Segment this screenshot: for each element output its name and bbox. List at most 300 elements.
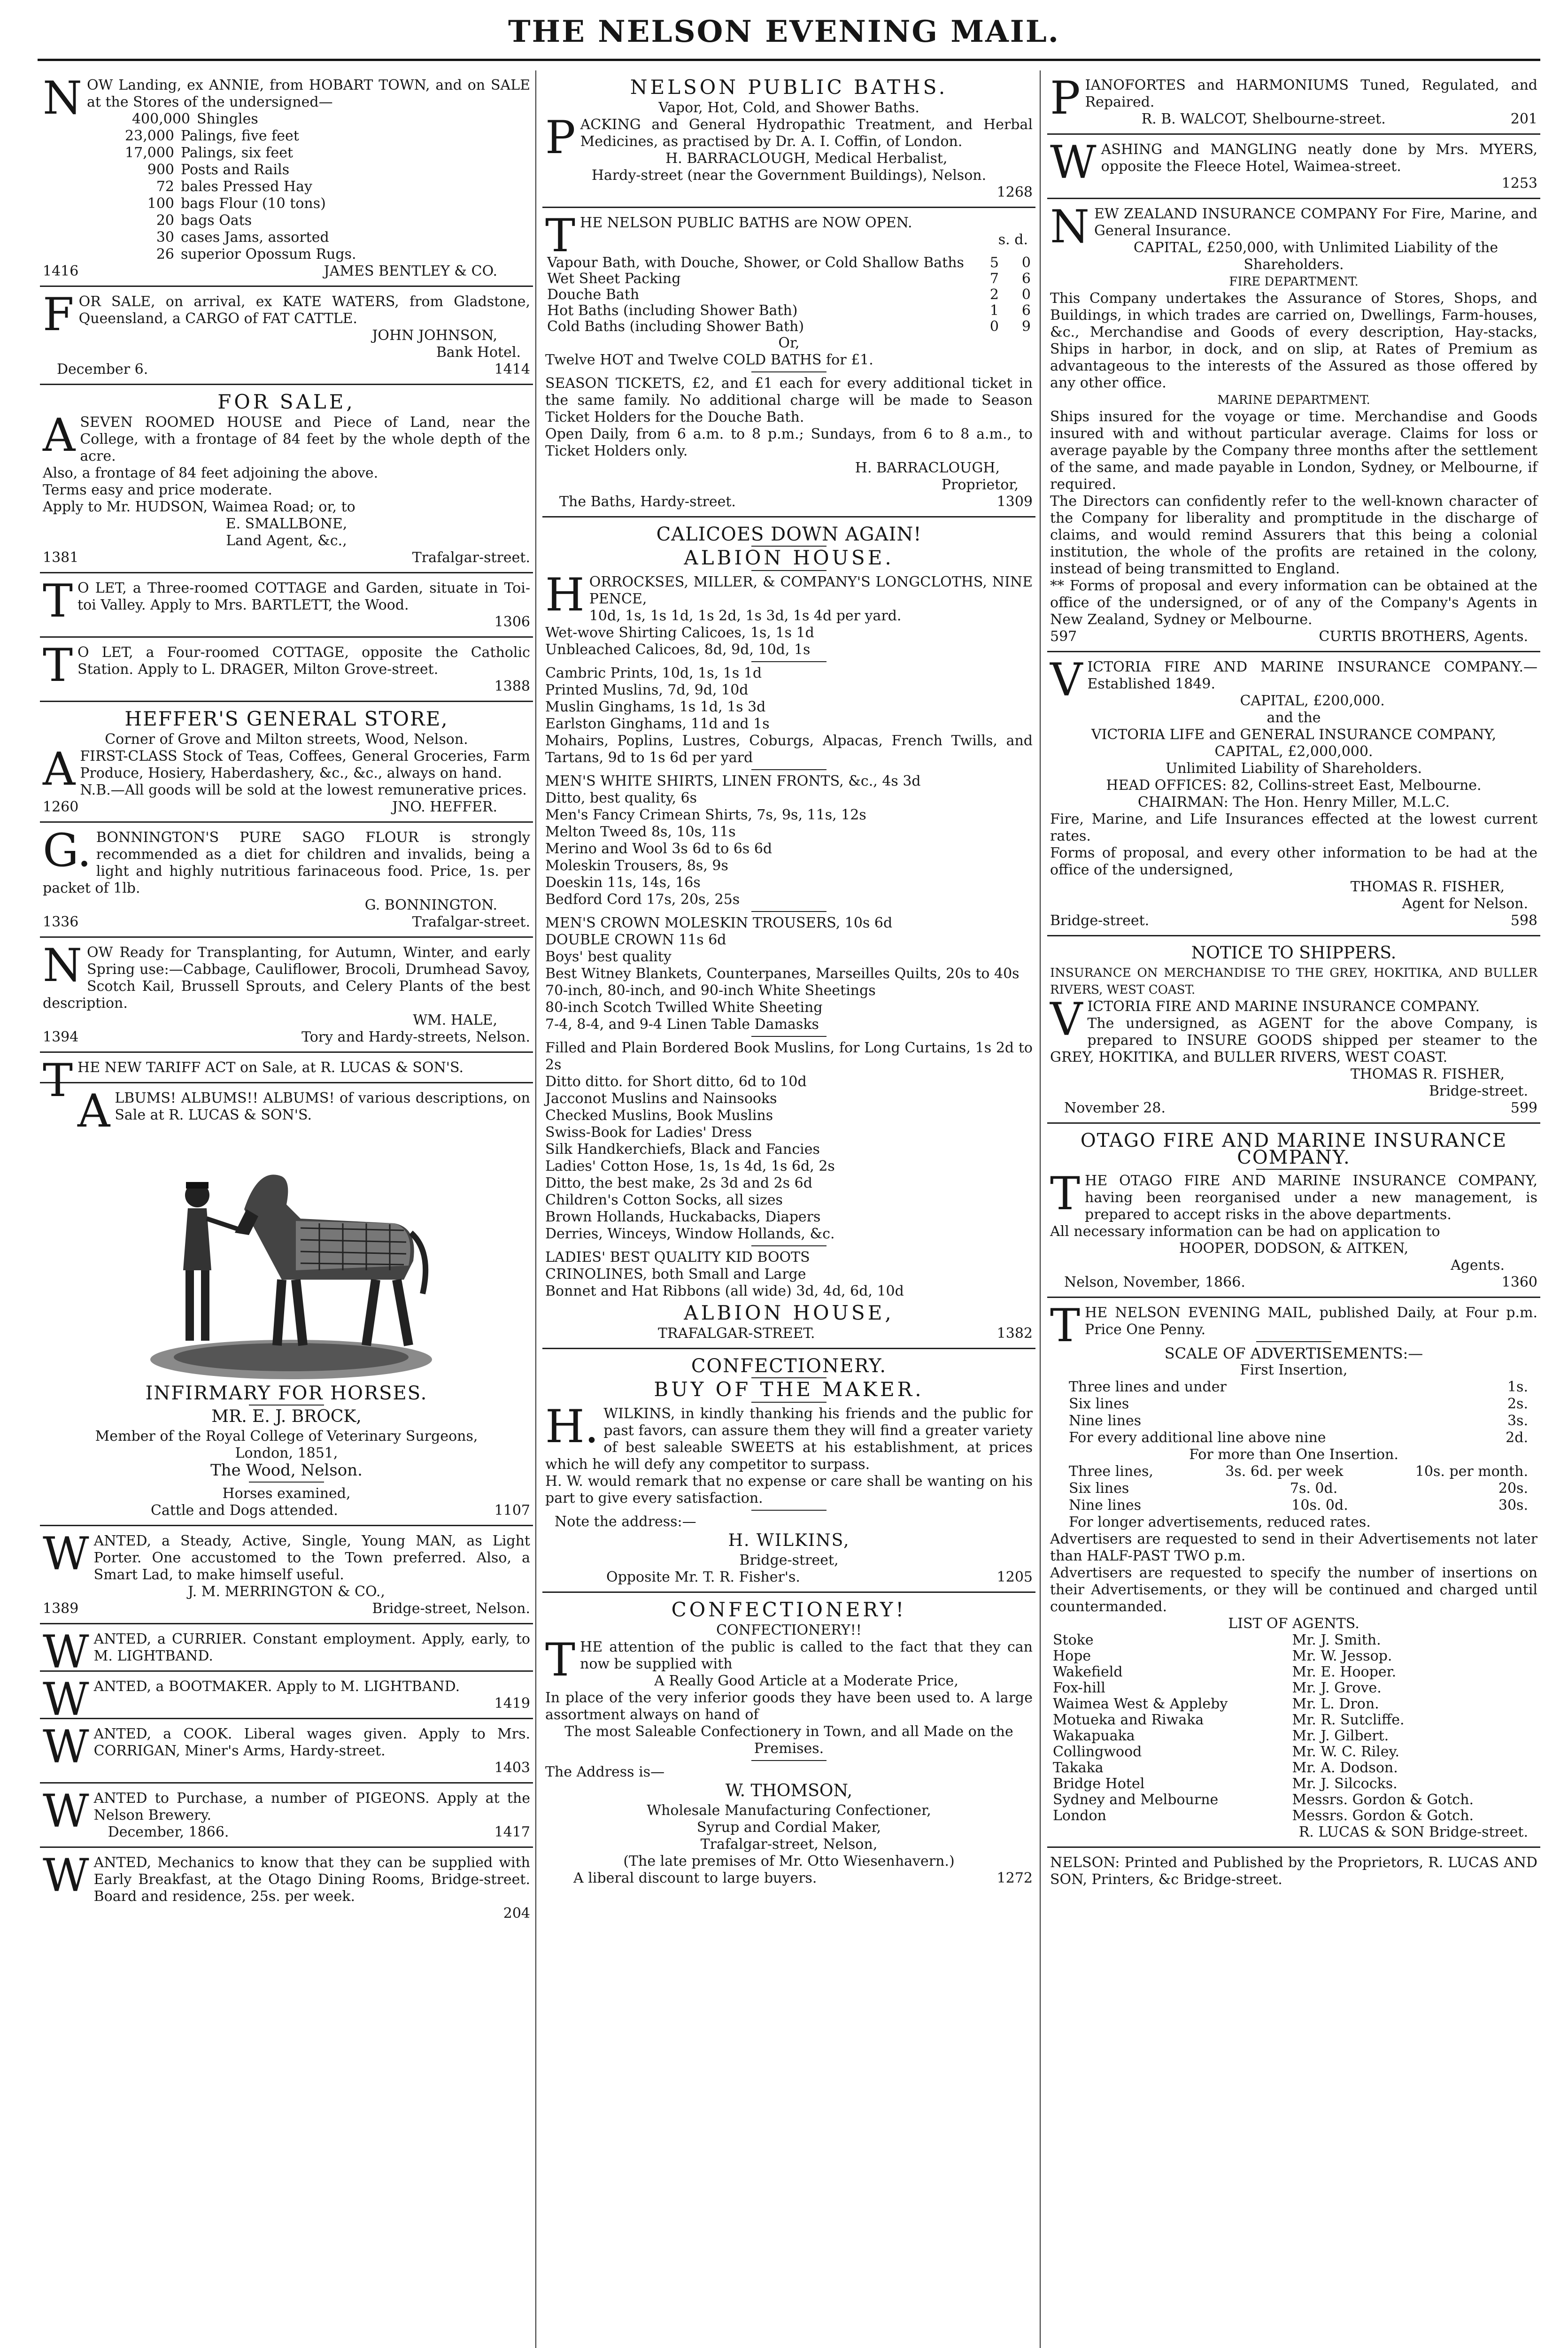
price-list-item: Bonnet and Hat Ribbons (all wide) 3d, 4d, 6d, 10d (545, 1283, 904, 1299)
rate-weekly: 10s. 0d. (1291, 1497, 1348, 1514)
ad-public-baths (542, 70, 1035, 208)
ad-address: Bridge-street. (1429, 1083, 1528, 1099)
agent-row (1050, 1744, 1537, 1760)
ad-heffer-store (40, 702, 533, 823)
divider (249, 1405, 324, 1406)
cargo-description: superior Opossum Rugs. (181, 246, 356, 263)
ad-wanted-porter (40, 1526, 533, 1624)
ad-subheading: INSURANCE ON MERCHANDISE TO THE GREY, HOKITIKA, AND BULLER RIVERS, WEST COAST. (1050, 966, 1537, 997)
cargo-quantity: 100 (147, 195, 174, 212)
ad-text: Cattle and Dogs attended. (151, 1502, 338, 1519)
ad-heading: SCALE OF ADVERTISEMENTS:— (1164, 1344, 1423, 1362)
ad-number: 1389 (43, 1600, 79, 1617)
masthead-rule (38, 59, 1540, 61)
ad-wanted-pigeons (40, 1784, 533, 1848)
cargo-quantity: 20 (156, 212, 174, 229)
agent-name: Mr. W. C. Riley. (1292, 1744, 1400, 1760)
agent-row (1050, 1648, 1537, 1664)
bath-price-row (545, 287, 1033, 303)
imprint (1047, 1848, 1540, 1894)
price-list (545, 1040, 1033, 1243)
ad-text: FOR SALE, on arrival, ex KATE WATERS, from Gladstone, Queensland, a CARGO of FAT CATTLE. (43, 288, 530, 341)
price-list-item: Brown Hollands, Huckabacks, Diapers (545, 1209, 821, 1225)
agent-row (1050, 1776, 1537, 1792)
agent-place: Wakefield (1053, 1664, 1123, 1680)
ad-subheading: Vapor, Hot, Cold, and Shower Baths. (658, 100, 919, 116)
ad-signature: G. BONNINGTON. (364, 897, 497, 913)
price-list (545, 665, 1033, 766)
ad-heading: BUY OF THE MAKER. (654, 1378, 924, 1401)
ad-text: THE NELSON EVENING MAIL, published Daily, at Four p.m. Price One Penny. (1050, 1299, 1537, 1352)
price-list-item: Earlston Ginghams, 11d and 1s (545, 716, 770, 732)
ad-number: 1382 (996, 1325, 1033, 1342)
ad-text: The undersigned, as AGENT for the above Company, is prepared to INSURE GOODS shipped per steamer to the GREY, HOKITIKA, and BULLER RIVERS, WEST COAST. (1050, 1015, 1537, 1066)
column-1 (40, 70, 533, 2348)
price-list-item: Ditto ditto. for Short ditto, 6d to 10d (545, 1074, 807, 1090)
agent-name: Mr. W. Jessop. (1292, 1648, 1392, 1664)
agent-place: London (1053, 1807, 1106, 1824)
ad-text: In place of the very inferior goods they have been used to. A large assortment always on hand of (545, 1690, 1033, 1723)
agent-name: Mr. L. Dron. (1292, 1696, 1379, 1712)
rate-row (1069, 1379, 1528, 1396)
price-list-item: Mohairs, Poplins, Lustres, Coburgs, Alpacas, French Twills, and Tartans, 9d to 1s 6d per yard (545, 733, 1033, 766)
cargo-quantity: 72 (156, 178, 174, 195)
agent-place: Takaka (1053, 1760, 1104, 1776)
rates-table (1050, 1463, 1537, 1514)
price-list-item: Ditto, the best make, 2s 3d and 2s 6d (545, 1175, 812, 1191)
ad-date: December 6. (57, 361, 148, 378)
divider (751, 1510, 826, 1511)
ad-otago-insurance (1047, 1124, 1540, 1298)
price-list-item: Doeskin 11s, 14s, 16s (545, 874, 701, 891)
ad-wanted-bootmaker (40, 1672, 533, 1726)
ad-text: Twelve HOT and Twelve COLD BATHS for £1. (545, 352, 873, 368)
ad-heading: CALICOES DOWN AGAIN! (656, 524, 922, 545)
agent-row (1050, 1712, 1537, 1728)
ad-text: London, 1851, (235, 1445, 338, 1461)
ad-address: Bank Hotel. (436, 344, 521, 361)
price-list-item: MEN'S WHITE SHIRTS, LINEN FRONTS, &c., 4s 3d (545, 773, 921, 789)
ad-address: Trafalgar-street. (412, 549, 530, 566)
price-list-item: 80-inch Scotch Twilled White Sheeting (545, 999, 823, 1016)
price-list-item: Printed Muslins, 7d, 9d, 10d (545, 682, 749, 698)
rate-description: For every additional line above nine (1069, 1429, 1326, 1446)
cargo-description: bales Pressed Hay (181, 178, 312, 195)
agents-table (1050, 1632, 1537, 1824)
bath-type: Wet Sheet Packing (547, 270, 681, 287)
ad-tariff-act (40, 1053, 533, 1107)
price-list-item: CRINOLINES, both Small and Large (545, 1266, 806, 1282)
ad-text: CHAIRMAN: The Hon. Henry Miller, M.L.C. (1137, 794, 1450, 811)
price-list-item: Melton Tweed 8s, 10s, 11s (545, 824, 736, 840)
ad-number: 1388 (494, 678, 530, 695)
ad-signature: J. M. MERRINGTON & CO., (188, 1583, 385, 1600)
ad-number: 1414 (494, 361, 530, 378)
divider (751, 1402, 826, 1403)
rate-row (1069, 1480, 1528, 1497)
ad-signature: R. B. WALCOT, Shelbourne-street. (1141, 111, 1386, 127)
ad-heading: HEFFER'S GENERAL STORE, (124, 707, 448, 730)
agent-row (1050, 1680, 1537, 1696)
price-list-item: Boys' best quality (545, 949, 672, 965)
rate-price: 2s. (1507, 1396, 1528, 1412)
ad-address: Tory and Hardy-streets, Nelson. (301, 1029, 530, 1045)
ad-infirmary-for-horses (40, 1129, 533, 1526)
ad-text: Fire, Marine, and Life Insurances effected at the lowest current rates. (1050, 811, 1537, 844)
ad-address: Trafalgar-street. (412, 914, 530, 930)
ad-signature: WM. HALE, (413, 1012, 497, 1028)
price-pence: 6 (1021, 270, 1031, 287)
ad-sago-flour (40, 823, 533, 938)
ad-text: ALBUMS! ALBUMS!! ALBUMS! of various descriptions, on Sale at R. LUCAS & SON'S. (77, 1085, 530, 1137)
ad-text: THE OTAGO FIRE AND MARINE INSURANCE COMPANY, having been reorganised under a new management, is prepared to accept risks in the above departments. (1050, 1167, 1537, 1223)
ad-wilkins-confectionery (542, 1349, 1035, 1593)
cargo-item (71, 128, 530, 145)
price-list-item: Derries, Winceys, Window Hollands, &c. (545, 1226, 835, 1242)
ad-text: Terms easy and price moderate. (43, 482, 272, 498)
ad-cottage-to-let (40, 573, 533, 638)
ad-text: Wholesale Manufacturing Confectioner, (647, 1802, 931, 1819)
rate-description: Three lines and under (1069, 1379, 1227, 1395)
ad-text: Syrup and Cordial Maker, (696, 1819, 881, 1836)
ad-address: Bridge-street, Nelson. (372, 1600, 530, 1617)
price-list-item: Moleskin Trousers, 8s, 9s (545, 857, 728, 874)
price-list (545, 773, 1033, 908)
ad-text: THE NELSON PUBLIC BATHS are NOW OPEN. (545, 209, 912, 262)
ad-number: 1107 (494, 1502, 530, 1519)
bath-price-row (545, 319, 1033, 335)
agent-place: Motueka and Riwaka (1053, 1712, 1204, 1728)
ad-text: Ships insured for the voyage or time. Merchandise and Goods insured with and without particular average. Claims for loss or average payable by the Company three months after the settlement of the same, and made payable in London, Sydney, or Melbourne, if required. (1050, 409, 1537, 493)
divider (751, 911, 826, 912)
ad-heading: NELSON PUBLIC BATHS. (630, 76, 948, 99)
divider (751, 661, 826, 662)
ad-text: TO LET, a Three-roomed COTTAGE and Garden, situate in Toi-toi Valley. Apply to Mrs. BARTLETT, the Wood. (43, 575, 530, 627)
agent-place: Bridge Hotel (1053, 1776, 1145, 1792)
ad-text: Apply to Mr. HUDSON, Waimea Road; or, to (43, 499, 355, 515)
ad-address: Hardy-street (near the Government Buildings), Nelson. (591, 167, 987, 184)
ad-address: Opposite Mr. T. R. Fisher's. (606, 1569, 800, 1585)
ad-text: WANTED, a COOK. Liberal wages given. Apply to Mrs. CORRIGAN, Miner's Arms, Hardy-street. (43, 1721, 530, 1773)
divider (751, 570, 826, 571)
ad-text: Horses examined, (222, 1485, 351, 1502)
ad-signature: H. BARRACLOUGH, (855, 460, 1000, 476)
ad-signature: H. BARRACLOUGH, Medical Herbalist, (665, 150, 948, 167)
ad-number: 1419 (494, 1695, 530, 1712)
agent-place: Fox-hill (1053, 1680, 1105, 1696)
ad-number: 1268 (996, 184, 1033, 201)
ad-address: The Baths, Hardy-street. (559, 494, 736, 510)
ad-subheading: MARINE DEPARTMENT. (1217, 393, 1370, 407)
ad-text: HORROCKSES, MILLER, & COMPANY'S LONGCLOTHS, NINE PENCE, (545, 569, 1033, 621)
ad-text: THE attention of the public is called to the fact that they can now be supplied with (545, 1634, 1033, 1686)
ad-heading: FOR SALE, (217, 390, 355, 413)
ad-text: N.B.—All goods will be sold at the lowest remunerative prices. (80, 782, 527, 798)
rate-monthly: 20s. (1498, 1480, 1528, 1497)
rate-weekly: 3s. 6d. per week (1225, 1463, 1344, 1480)
ad-number: 1309 (996, 494, 1033, 510)
ad-subheading: First Insertion, (1240, 1362, 1348, 1378)
ad-wanted-currier (40, 1624, 533, 1678)
ad-address: TRAFALGAR-STREET. (658, 1325, 815, 1342)
ad-text: A Really Good Article at a Moderate Price, (654, 1673, 958, 1689)
ad-wanted-mechanics (40, 1848, 533, 1928)
ad-text: Member of the Royal College of Veterinary Surgeons, (95, 1428, 478, 1444)
ad-text: For longer advertisements, reduced rates. (1069, 1514, 1371, 1530)
ad-text: Or, (778, 335, 800, 351)
divider (1256, 1341, 1331, 1342)
ad-text: VICTORIA FIRE AND MARINE INSURANCE COMPANY.—Established 1849. (1050, 654, 1537, 706)
ad-role: Proprietor, (941, 477, 1019, 493)
agent-place: Hope (1053, 1648, 1091, 1664)
ad-heading: ALBION HOUSE. (684, 546, 894, 569)
price-pence: 0 (1021, 255, 1031, 271)
ad-text: NOW Ready for Transplanting, for Autumn, Winter, and early Spring use:—Cabbage, Cauliflower, Brocoli, Drumhead Savoy, Scotch Kail, Brussell Sprouts, and Celery Plants of the best description. (43, 939, 530, 1012)
ad-address: Trafalgar-street, Nelson, (700, 1836, 878, 1853)
ad-subheading: Corner of Grove and Milton streets, Wood, Nelson. (105, 731, 468, 748)
ad-number: 1416 (43, 263, 79, 279)
ad-text: ASEVEN ROOMED HOUSE and Piece of Land, near the College, with a frontage of 84 feet by the whole depth of the acre. (43, 409, 530, 464)
ad-text: HEAD OFFICES: 82, Collins-street East, Melbourne. (1106, 777, 1482, 794)
cargo-item (71, 229, 530, 246)
agent-name: Mr. E. Hooper. (1292, 1664, 1397, 1680)
ad-date: November 28. (1064, 1100, 1166, 1116)
price-list-item: Cambric Prints, 10d, 1s, 1s 1d (545, 665, 762, 681)
ad-text: Also, a frontage of 84 feet adjoining the above. (43, 465, 378, 481)
ad-cottage-to-let (40, 638, 533, 702)
bath-type: Hot Baths (including Shower Bath) (547, 302, 798, 319)
ad-subheading: LIST OF AGENTS. (1228, 1615, 1359, 1632)
ad-heading: OTAGO FIRE AND MARINE INSURANCE COMPANY. (1080, 1130, 1507, 1168)
ad-text: CAPITAL, £200,000. (1240, 693, 1385, 709)
agent-row (1050, 1696, 1537, 1712)
rates-table (1050, 1379, 1537, 1446)
cargo-item (71, 195, 530, 212)
ad-heading: CONFECTIONERY. (691, 1355, 887, 1377)
divider (751, 1036, 826, 1037)
ad-signature: E. SMALLBONE, (225, 516, 348, 532)
rate-row (1069, 1429, 1528, 1446)
ad-text: Note the address:— (555, 1514, 696, 1530)
ad-number: 1417 (494, 1824, 530, 1840)
ad-footer-heading: ALBION HOUSE, (684, 1301, 894, 1324)
agent-row (1050, 1664, 1537, 1680)
cargo-description: Shingles (197, 111, 258, 127)
ad-address: The Wood, Nelson. (210, 1461, 363, 1480)
ad-thomson-confectionery (542, 1593, 1035, 1892)
ad-number: 1381 (43, 549, 79, 566)
ad-subheading: VICTORIA LIFE and GENERAL INSURANCE COMPANY, (1091, 726, 1497, 743)
ad-heading: NOTICE TO SHIPPERS. (1191, 943, 1397, 963)
rate-price: 2d. (1506, 1429, 1528, 1446)
price-pence: 0 (1021, 286, 1031, 303)
ad-albion-house (542, 517, 1035, 1349)
cargo-description: Posts and Rails (181, 162, 290, 178)
price-list-item: MEN'S CROWN MOLESKIN TROUSERS, 10s 6d (545, 915, 893, 931)
ad-text: CAPITAL, £2,000,000. (1214, 743, 1373, 760)
price-list-item: Silk Handkerchiefs, Black and Fancies (545, 1141, 820, 1158)
ad-number: 1205 (996, 1569, 1033, 1585)
column-divider (535, 70, 536, 2348)
agent-row (1050, 1760, 1537, 1776)
ad-nz-insurance (1047, 199, 1540, 652)
ad-text: All necessary information can be had on application to (1050, 1223, 1440, 1240)
ad-number: 201 (1510, 111, 1537, 127)
price-list-item: Unbleached Calicoes, 8d, 9d, 10d, 1s (545, 641, 811, 658)
ad-text: WASHING and MANGLING neatly done by Mrs. MYERS, opposite the Fleece Hotel, Waimea-street. (1050, 136, 1537, 189)
price-shillings: 1 (989, 302, 999, 319)
ad-evening-mail-rates (1047, 1298, 1540, 1848)
agent-row (1050, 1792, 1537, 1808)
price-list-item: Men's Fancy Crimean Shirts, 7s, 9s, 11s, 12s (545, 807, 866, 823)
horse-and-groom-illustration (141, 1139, 432, 1383)
cargo-quantity: 17,000 (125, 145, 174, 161)
ad-text: ** Forms of proposal and every information can be obtained at the office of the undersigned, or of any of the Company's Agents in New Zealand, Sydney or Melbourne. (1050, 578, 1537, 628)
ad-role: Land Agent, &c., (226, 533, 347, 549)
price-list-item: Bedford Cord 17s, 20s, 25s (545, 891, 740, 908)
cargo-description: Palings, five feet (181, 128, 299, 144)
ad-text: TO LET, a Four-roomed COTTAGE, opposite the Catholic Station. Apply to L. DRAGER, Milton Grove-street. (43, 639, 530, 692)
cargo-list (43, 111, 530, 263)
rate-row (1069, 1463, 1528, 1480)
ad-role: Agents. (1451, 1257, 1505, 1274)
agent-row (1050, 1728, 1537, 1744)
price-list (545, 915, 1033, 1033)
ad-number: 1260 (43, 799, 79, 815)
imprint-text: NELSON: Printed and Published by the Proprietors, R. LUCAS AND SON, Printers, &c Bridge-street. (1050, 1854, 1537, 1888)
ad-heading: CONFECTIONERY! (671, 1598, 907, 1621)
ad-text: The Address is— (545, 1764, 665, 1780)
ad-text: (The late premises of Mr. Otto Wiesenhavern.) (623, 1853, 955, 1869)
agent-name: Messrs. Gordon & Gotch. (1292, 1807, 1474, 1824)
agent-place: Collingwood (1053, 1744, 1142, 1760)
ad-signature: CURTIS BROTHERS, Agents. (1319, 628, 1528, 645)
price-list-item: Best Witney Blankets, Counterpanes, Marseilles Quilts, 20s to 40s (545, 965, 1020, 982)
ad-text: NOW Landing, ex ANNIE, from HOBART TOWN, and on SALE at the Stores of the undersigned— (43, 72, 530, 124)
agent-row (1050, 1808, 1537, 1824)
ad-baths-open (542, 208, 1035, 517)
bath-price-row (545, 303, 1033, 319)
ad-plants (40, 938, 533, 1053)
bath-type: Vapour Bath, with Douche, Shower, or Cold Shallow Baths (547, 255, 964, 271)
ad-date: Nelson, November, 1866. (1064, 1274, 1245, 1290)
rate-description: Nine lines (1069, 1497, 1142, 1514)
bath-type: Cold Baths (including Shower Bath) (547, 318, 804, 335)
agent-name: Mr. A. Dodson. (1292, 1760, 1398, 1776)
agent-name: Mr. J. Grove. (1292, 1680, 1382, 1696)
divider (1256, 1169, 1331, 1170)
ad-signature: W. THOMSON, (725, 1781, 853, 1800)
ad-text: and the (1267, 710, 1321, 726)
ad-signature: JOHN JOHNSON, (372, 327, 497, 344)
agent-name: Mr. R. Sutcliffe. (1292, 1712, 1405, 1728)
price-list-item: LADIES' BEST QUALITY KID BOOTS (545, 1249, 810, 1266)
cargo-quantity: 400,000 (131, 111, 190, 127)
agent-row (1050, 1632, 1537, 1648)
vet-name: MR. E. J. BROCK, (211, 1407, 362, 1426)
cargo-item (87, 111, 530, 128)
agent-name: Mr. J. Gilbert. (1292, 1728, 1389, 1744)
cargo-item (71, 162, 530, 178)
ad-text: H. W. would remark that no expense or care shall be wanting on his part to give every satisfaction. (545, 1473, 1033, 1506)
cargo-description: bags Flour (10 tons) (181, 195, 326, 212)
ad-house-for-sale (40, 385, 533, 573)
ad-text: Open Daily, from 6 a.m. to 8 p.m.; Sundays, from 6 to 8 a.m., to Ticket Holders only. (545, 426, 1033, 459)
divider (751, 371, 826, 372)
ad-signature: H. WILKINS, (728, 1531, 850, 1550)
cargo-item (71, 212, 530, 229)
ad-fat-cattle (40, 287, 533, 385)
cargo-item (71, 178, 530, 195)
price-list-item: Swiss-Book for Ladies' Dress (545, 1124, 752, 1141)
ad-number: 1403 (494, 1760, 530, 1776)
agent-place: Wakapuaka (1053, 1728, 1135, 1744)
ad-signature: THOMAS R. FISHER, (1350, 879, 1505, 895)
ad-text: SEASON TICKETS, £2, and £1 each for every additional ticket in the same family. No additional charge will be made to Season Ticket Holders for the Douche Bath. (545, 375, 1033, 425)
ad-text: Forms of proposal, and every other information to be had at the office of the undersigned, (1050, 845, 1537, 878)
agent-name: Messrs. Gordon & Gotch. (1292, 1792, 1474, 1808)
agent-name: Mr. J. Smith. (1292, 1632, 1381, 1648)
price-list-item: Wet-wove Shirting Calicoes, 1s, 1s 1d (545, 625, 814, 641)
ad-pianofortes (1047, 70, 1540, 135)
ad-number: 1306 (494, 614, 530, 630)
ad-text: WANTED, a BOOTMAKER. Apply to M. LIGHTBAND. (43, 1673, 460, 1726)
ad-text: PACKING and General Hydropathic Treatment, and Herbal Medicines, as practised by Dr. A. I. Coffin, of London. (545, 111, 1033, 164)
price-list-item: Ladies' Cotton Hose, 1s, 1s 4d, 1s 6d, 2s (545, 1158, 835, 1174)
ad-heading: INFIRMARY FOR HORSES. (145, 1383, 428, 1404)
ad-number: 1272 (996, 1870, 1033, 1886)
bath-price-row (545, 271, 1033, 287)
ad-victoria-insurance (1047, 652, 1540, 936)
divider (751, 1760, 826, 1761)
ad-notice-to-shippers (1047, 936, 1540, 1124)
ad-text: WANTED, a CURRIER. Constant employment. Apply, early, to M. LIGHTBAND. (43, 1626, 530, 1678)
cargo-item (71, 145, 530, 162)
ad-address: Bridge-street. (1050, 912, 1150, 929)
rate-row (1069, 1396, 1528, 1413)
price-list-item: 70-inch, 80-inch, and 90-inch White Sheetings (545, 982, 876, 999)
price-header: s. d. (998, 232, 1028, 248)
price-list (545, 1249, 1033, 1300)
divider (249, 1482, 324, 1483)
price-list-item: Children's Cotton Socks, all sizes (545, 1192, 783, 1208)
ad-text: H.WILKINS, in kindly thanking his friends and the public for past favors, can assure them they will find a greater variety of best saleable SWEETS at his establishment, at prices which he will defy any competitor to surpass. (545, 1400, 1033, 1473)
ad-signature: R. LUCAS & SON Bridge-street. (1298, 1824, 1528, 1840)
price-shillings: 7 (989, 270, 999, 287)
agent-place: Waimea West & Appleby (1053, 1696, 1228, 1712)
ad-wanted-cook (40, 1719, 533, 1784)
cargo-description: bags Oats (181, 212, 252, 229)
cargo-quantity: 900 (147, 162, 174, 178)
ad-subheading: CONFECTIONERY!! (716, 1622, 862, 1638)
divider (751, 1245, 826, 1246)
ad-text: Advertisers are requested to send in their Advertisements not later than HALF-PAST TWO p.m. (1050, 1531, 1537, 1564)
column-3 (1047, 70, 1540, 2348)
rate-description: Nine lines (1069, 1413, 1142, 1429)
price-list-item: DOUBLE CROWN 11s 6d (545, 932, 726, 948)
ad-number: 1360 (1501, 1274, 1537, 1290)
ad-text: This Company undertakes the Assurance of Stores, Shops, and Buildings, in which trades are carried on, Dwellings, Farm-houses, &c., Merchandise and Goods of every description, Hay-stacks, Ships in harbor, in dock, and on slip, at Rates of Premium as advantageous to the interests of the Assured as those offered by any other office. (1050, 290, 1537, 391)
ad-number: 597 (1050, 628, 1077, 645)
price-list-item: Merino and Wool 3s 6d to 6s 6d (545, 841, 772, 857)
column-divider (1040, 70, 1041, 2348)
price-list-item: 10d, 1s, 1s 1d, 1s 2d, 1s 3d, 1s 4d per yard. (589, 608, 902, 624)
ad-number: 1253 (1501, 175, 1537, 192)
ad-number: 598 (1510, 912, 1537, 929)
rate-row (1069, 1413, 1528, 1429)
ad-text: WANTED, a Steady, Active, Single, Young MAN, as Light Porter. One accustomed to the Town preferred. Also, a Smart Lad, to make himself useful. (43, 1528, 530, 1583)
ad-text: Unlimited Liability of Shareholders. (1165, 760, 1422, 777)
